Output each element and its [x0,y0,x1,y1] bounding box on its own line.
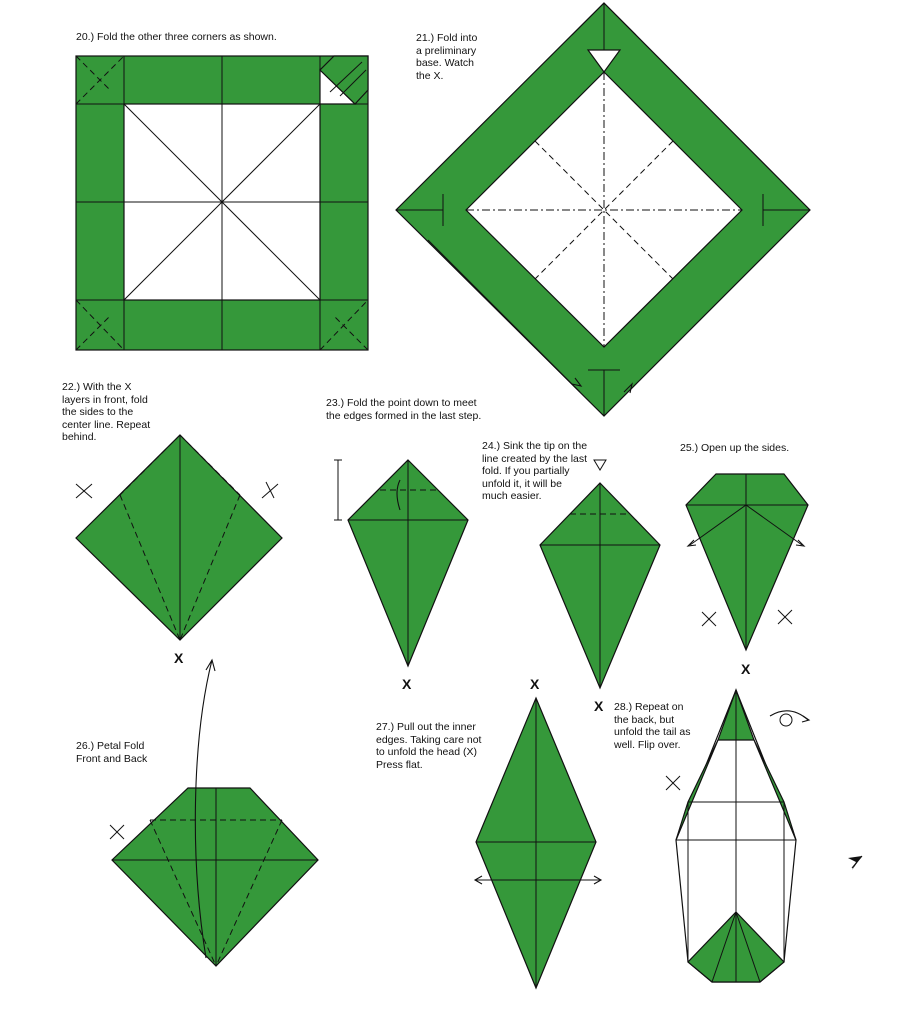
step-24-caption: 24.) Sink the tip on the line created by the last fold. If you partially unfold it, it will be much easier. [482,440,588,503]
step-22-caption: 22.) With the X layers in front, fold the sides to the center line. Repeat behind. [62,381,151,444]
step-23-x-mark: X [402,676,412,692]
arrow-icon [848,856,862,870]
step-26-caption: 26.) Petal Fold Front and Back [76,740,148,765]
step-21-caption: 21.) Fold into a preliminary base. Watch the X. [416,32,478,82]
step-28-caption: 28.) Repeat on the back, but unfold the tail as well. Flip over. [614,701,691,751]
step-25-diagram [686,474,808,650]
step-22-x-mark: X [174,650,184,666]
step-20-caption: 20.) Fold the other three corners as shown. [76,31,277,43]
flip-over-icon [770,711,809,726]
step-22-diagram [76,435,282,640]
step-27-caption: 27.) Pull out the inner edges. Taking care not to unfold the head (X) Press flat. [376,721,482,771]
step-24-x-mark: X [594,698,604,714]
step-25-caption: 25.) Open up the sides. [680,442,790,454]
step-25-x-mark: X [741,661,751,677]
step-26-diagram [110,660,318,966]
step-23-diagram [334,460,468,666]
step-20-diagram [76,56,368,350]
step-27-x-mark: X [530,676,540,692]
step-23-caption: 23.) Fold the point down to meet the edges formed in the last step. [326,397,482,422]
